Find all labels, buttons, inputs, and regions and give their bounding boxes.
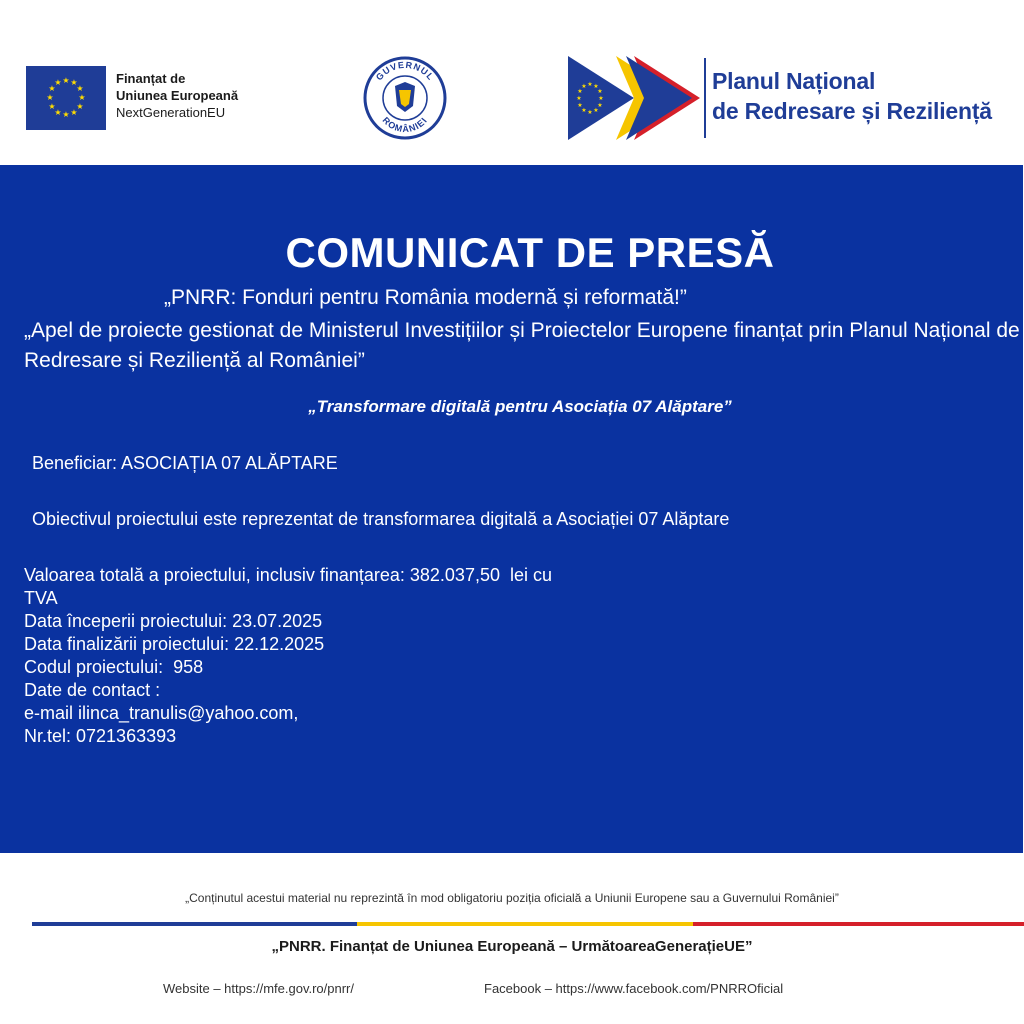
project-title: „Transformare digitală pentru Asociația 07 Alăptare” — [308, 397, 732, 416]
start-date: Data începerii proiectului: 23.07.2025 — [24, 611, 323, 631]
svg-text:★: ★ — [581, 83, 587, 90]
svg-text:★: ★ — [581, 107, 587, 114]
beneficiary: Beneficiar: ASOCIAȚIA 07 ALĂPTARE — [32, 453, 338, 473]
eu-flag-icon — [26, 66, 106, 130]
svg-text:★: ★ — [78, 93, 86, 102]
contact-phone: Nr.tel: 0721363393 — [24, 726, 177, 746]
footer-rule-yellow — [357, 922, 693, 926]
svg-text:★: ★ — [598, 95, 604, 102]
disclaimer: „Conținutul acestui material nu reprezintă în mod obligatoriu poziția oficială a Uniunii Europene sau a Guvernului României” — [185, 891, 839, 905]
svg-text:★: ★ — [70, 78, 78, 87]
svg-text:★: ★ — [62, 110, 70, 119]
end-date: Data finalizării proiectului: 22.12.2025 — [24, 634, 325, 654]
pnrr-slogan: „PNRR: Fonduri pentru România modernă și reformată!” — [164, 286, 687, 309]
eu-label-line1: Finanțat de — [116, 71, 186, 86]
footer-rule-red — [693, 922, 1024, 926]
svg-text:★: ★ — [76, 84, 84, 93]
svg-text:★: ★ — [587, 81, 593, 88]
svg-text:★: ★ — [587, 109, 593, 116]
pnrr-flag-icon — [568, 56, 700, 140]
svg-text:★: ★ — [76, 102, 84, 111]
total-value-line2: TVA — [24, 588, 58, 608]
facebook-link[interactable]: Facebook – https://www.facebook.com/PNRROficial — [484, 981, 784, 996]
pnrr-logo-line2: de Redresare și Reziliență — [712, 98, 992, 124]
eu-label-line2: Uniunea Europeană — [116, 88, 239, 103]
svg-text:★: ★ — [54, 78, 62, 87]
contact-email: e-mail ilinca_tranulis@yahoo.com, — [24, 703, 299, 723]
romanian-government-seal-icon — [363, 54, 447, 142]
svg-text:★: ★ — [593, 107, 599, 114]
seal-text-top: GUVERNUL — [373, 59, 437, 83]
pnrr-logo-line1: Planul Național — [712, 68, 876, 94]
pnrr-logo-text — [712, 66, 992, 126]
project-objective: Obiectivul proiectului este reprezentat de transformarea digitală a Asociației 07 Alăptare — [32, 509, 730, 529]
project-code: Codul proiectului: 958 — [24, 657, 204, 677]
press-release-title: COMUNICAT DE PRESĂ — [285, 229, 775, 276]
website-link[interactable]: Website – https://mfe.gov.ro/pnrr/ — [163, 981, 354, 996]
project-details — [24, 564, 744, 748]
total-value-line1: Valoarea totală a proiectului, inclusiv finanțarea: 382.037,50 lei cu — [24, 565, 553, 585]
contact-label: Date de contact : — [24, 680, 161, 700]
press-release-panel — [0, 165, 1023, 853]
svg-text:★: ★ — [576, 95, 582, 102]
svg-text:★: ★ — [70, 108, 78, 117]
footer-rule-blue — [32, 922, 357, 926]
footer-slogan: „PNRR. Finanțat de Uniunea Europeană – UrmătoareaGenerațieUE” — [271, 938, 753, 955]
eu-funding-label — [116, 70, 238, 121]
svg-text:★: ★ — [46, 93, 54, 102]
eu-label-line3: NextGenerationEU — [116, 105, 226, 120]
pnrr-logo-divider — [704, 58, 706, 138]
svg-text:★: ★ — [48, 84, 56, 93]
svg-text:★: ★ — [54, 108, 62, 117]
svg-text:★: ★ — [62, 76, 70, 85]
svg-text:★: ★ — [597, 102, 603, 109]
svg-text:★: ★ — [597, 88, 603, 95]
seal-text-bottom: ROMÂNIEI — [380, 114, 430, 135]
svg-text:★: ★ — [577, 88, 583, 95]
svg-text:★: ★ — [593, 83, 599, 90]
svg-text:★: ★ — [48, 102, 56, 111]
call-for-projects-text: „Apel de proiecte gestionat de Ministerul Investițiilor și Proiectelor Europene finanțat prin Planul Național de Redresare și Reziliență al României” — [24, 319, 1020, 372]
svg-text:★: ★ — [577, 102, 583, 109]
